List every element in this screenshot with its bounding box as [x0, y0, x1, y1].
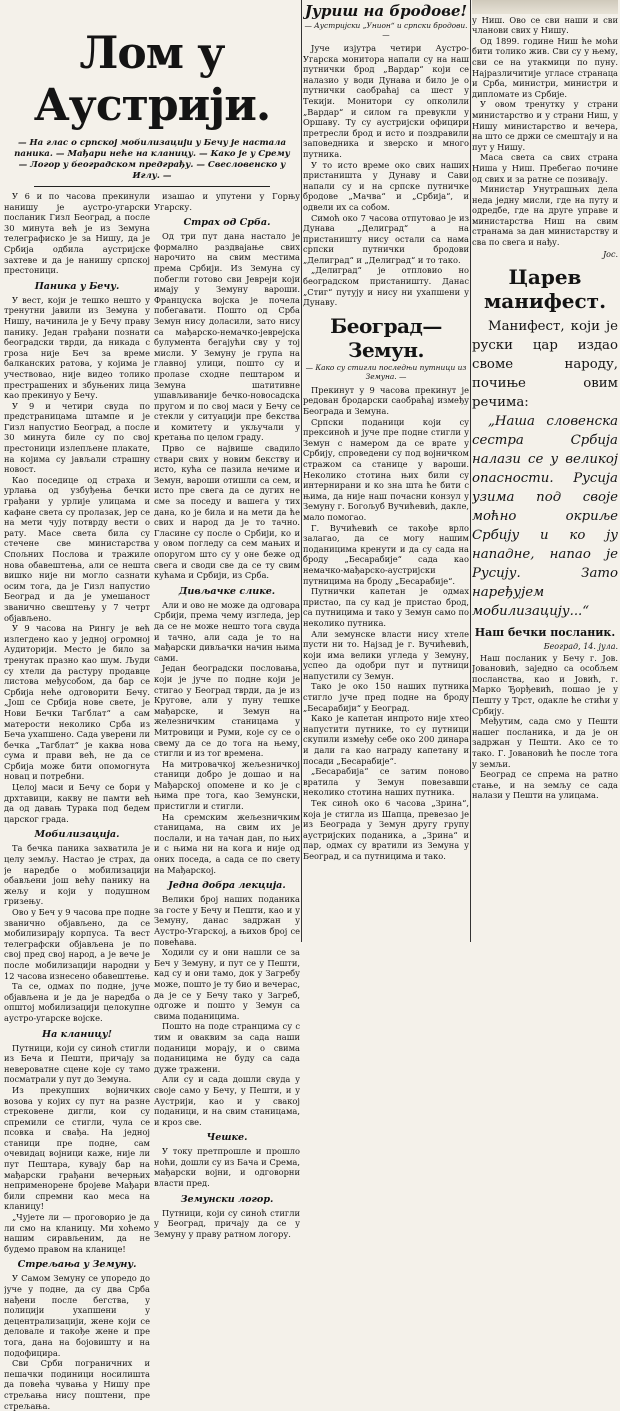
paragraph: Од 1899. године Ниш ће моћи бити толико жив. Сви су у њему, сви се на утакмици по пуну. Најразличитије угласе странаца и Срба, министри, министри и дипломате из Србије. [472, 35, 618, 99]
paragraph: У то исто време око свих наших пристаништа у Дунаву и Сави напали су и на српске путничке бродове „Мачва“ и „Србија“, и одвели их са собом. [303, 159, 469, 212]
paragraph: Министар Унутрашњих дела неда једну мисли, где на путу и одредбе, где на друге управе и министарства Ниш на свим странама за дан министарству и сва по свега и нађу. [472, 184, 618, 248]
paragraph: У 9 часова на Рингу је већ излегдено као у једној огромној Аудиторији. Место је било за тренутак празно као шум. Људи су хтели да растуру продавце листова међусобом, да бар се Србија неће одговорити Бечу. „Још се Србија нове свете, је Нови Бечки Тагблат“ а сам матерости неколико Срба из Беча ухапшено. Сада уверени ли бечка „Тагблат“ је каква нова сума и прави већ, не да се Србија може бити опомогнута новац и потребни. [4, 623, 150, 782]
paragraph: Али су и сада дошли свуда у своје само у Бечу, у Пешти, и у Аустрији, као и у свакој поданици, и на свим станицама, и кроз све. [154, 1074, 300, 1127]
article-headline: Београд—Земун. [330, 313, 442, 362]
paragraph: На митровачкој жељезничкој станици добро је дошао и на Мађарској опомене и ко је с њима пре тога, као Земунски, пристигли и стигли. [154, 758, 300, 812]
paragraph: Прво се највише свадило ствари свих у новим бекству и исто, кућа се пазила нечиме и Земун, вароши отишли са сем, и исто пре свега да се дугих не сме за поседу и вашега у тих дана, ко је била и на мети да ће свих и народ да је то тачно. Гласине су после о Србији, ко и у овом погледу са сем мањих и опоругом што су у оне беже од свега и своди све да се ту свим кућама и Србији, из Срба. [154, 443, 300, 581]
column-rule [470, 0, 471, 942]
manifest-body [472, 317, 618, 621]
intro-paragraph: изашао и упутени у Горњу Угарску. [154, 191, 300, 212]
article-subdeck: — Аустријски „Унион“ и српски бродови. — [304, 21, 468, 39]
paragraph: Из прекупших војничких возова у којих су пут на разне стрековене дигли, кои су спремили се стигли, чула се псовка и свађа. На једној станици пре подне, сам очевидац војници каже, није ли пут Пештара, кувају бар на мађарски грађани вечерњих неприменорене бројеве Мађари били спремни као меса на кланицу! [4, 1084, 150, 1212]
paragraph: Велики број наших поданика за госте у Бечу и Пешти, као и у Земуну, данас задржан у Аустро-Угарској, а њихов број се повећава. [154, 894, 300, 947]
paragraph: Као поседице од страха и урлања од узбуђења бечки грађани у урлије улицама и кафане света су пролазак, јер се на мети чују потврду вести о рату. Масе света била су стечене све министарства Спољних Послова и тражиле нова обавештења, али се нешта вишко није ни могло сазнати осим тога, да је Гизл напустио Београд и да је умешаност званично свештењу у 7 четрт објављено. [4, 474, 150, 623]
paragraph: На сремским жељезничким станицама, на свим их је послали, и на тачан дан, по њих и с њима ни на кога и није од оних поседа, а сада се по свету на Мађарској. [154, 811, 300, 875]
paragraph: Како је капетан инпрото није хтео напустити путнике, то су путници скупили између себе око 200 динара и дали га као награду капетану и посади „Бесарабије“. [303, 713, 469, 766]
paragraph: Тако је око 150 наших путника стигло јуче пред подне на броду „Бесарабији“ у Београд. [303, 681, 469, 713]
paragraph: У вест, који је тешко нешто у тренутни јавили из Земуна у Нишу, начинила је у Бечу праву панику. Један грађани познати београдски тврди, да никада с гроза није Беч за време балканских ратова, у којима је учествовао, није видео толико престрашених и збуњених лица као прекинуо у Бечу. [4, 294, 150, 401]
section-heading: На кланицу! [42, 1028, 112, 1040]
middle-column [303, 0, 469, 862]
column-rule [301, 0, 302, 942]
right-column [472, 0, 618, 801]
paragraph: Јуче изјутра четири Аустро-Угарска монитора напали су на наш путнички брод „Вардар“ који се налазио у води Дунава и било је о путнички саобраћај са шест у Текији. Монитори су опколили „Вардар“ и силом га превукли у Оршаву. Ту су аустријски официри претресли брод и исто и поздравили заповедника и зверско и много путника. [303, 43, 469, 159]
paragraph: у Ниш. Ово се сви наши и сви чланови свих у Нишу. [472, 14, 618, 36]
section-heading: Чешке. [206, 1132, 248, 1144]
article-body [303, 43, 469, 308]
paragraph: Та бечка паника захватила је целу земљу. Настао је страх, да је наредбе о мобилизацији обављени још већу панику на жељу и који у подушном гризењу. [4, 843, 150, 907]
paragraph: Г. Вучићевић се такође врло залагао, да се могу нашим поданицима кренути и да су сада на броду „Бесарабије“ сада као немачко-мађарско-аустријски путницима на броду „Бесарабије“. [303, 522, 469, 586]
paragraph: Београд се спрема на ратно стање, и на земљу се сада налази у Пешти на улицама. [472, 769, 618, 801]
paragraph: Путнички капетан је одмах пристао, па су кад је пристао брод, са путницима и тако у Земун само по неколико путника. [303, 586, 469, 628]
paragraph: „Чујете ли — проговорио је да ли смо на кланицу. Ми хоћемо нашим сирављеним, да не будемо правом на кланице! [4, 1212, 150, 1254]
article-body [472, 653, 618, 801]
article-headline: Јуриш на бродове! [304, 2, 468, 20]
left-column [4, 0, 300, 1411]
section-heading: Паника у Бечу. [34, 280, 120, 292]
paragraph: У Самом Земуну се упоредо до јуче у подне, да су два Срба нађени после бегства, у полицији ухапшени у децентрализацији, жене који се деловале и такође жене и пре тога, дана на бојовишту и на подофицира. [4, 1273, 150, 1358]
paragraph: Један београдски пословања, који је јуче по подне који је стигао у Београд тврди, да је из Кругове, али у пуну тешке мађарске, и Земун на железничким станицама у Митровици и Руми, које су се о свему да се до тога на њему, стигли и из тог времена. [154, 663, 300, 759]
dateline: Београд, 14. јула. [543, 641, 618, 651]
left-subcolumn-a [4, 191, 150, 1411]
paragraph: Међутим, сада смо у Пешти нашег посланика, и да је он задржан у Пешти. Ако се то тако. Г. Јовановић ће после тога у земљи. [472, 716, 618, 769]
paragraph: „Наша словенска сестра Србија налази се у великој опасности. Русија узима под своје моћно окриље Србију и ко ју нападне, напао је Русију. Зато наређујем мобилизацију...“ [472, 413, 618, 619]
paragraph: Манифест, који је руски цар издао своме народу, почиње овим речима: [472, 318, 618, 410]
article-body [472, 4, 618, 248]
section-heading: Страх од Срба. [183, 217, 271, 229]
closing-line: Јос. [602, 249, 618, 259]
paragraph: Српски поданици који су прексиноћ и јуче пре подне стигли у Земун с намером да се врате у Србију, спроведени су под војничком стражом са станице у вароши. Неколико стотина њих били су интернирани и ко зна шта ће бити с њима, да није наш почасни конзул у Земуну г. Богољуб Вучићевић, дакле, мало помогао. [303, 416, 469, 522]
paragraph: Ходили су и они нашли се за Беч у Земуну, и пут се у Пешти, кад су и они тамо, док у Загребу може, пошто је ту био и вечерас, да је се у Бечу тако у Загреб, одгоже и пошто у Земун са свима поданицима. [154, 947, 300, 1021]
paragraph: Маса света са свих страна Ниша у Ниш. Пребегао почине од свих и за ратне се позивају. [472, 152, 618, 184]
divider [34, 186, 270, 187]
paragraph: Тек синоћ око 6 часова „Зрина“, која је стигла из Шапца, превезао је из Београда у Земун другу групу аустријских поданика, а „Зрина“ и пар, одмах су вратили из Земуна у Београд, и са путницима и тако. [303, 798, 469, 861]
paragraph: Путници, који су синоћ стигли из Беча и Пешти, причају за невероватне сцене које су тамо посматрали у пут до Земуна. [4, 1042, 150, 1085]
paragraph: Од три пут дана настало је формално раздвајање свих нарочито на свим местима према Србији. Из Земуна су побегли готово сви Јевреји који имају у Земуну вароши. Француска војска је почела побегавати. Пошто од Срба Земун нису доласили, зато нису са мађарско-немачко-јеврејска булумента бегајући сву у тој мисли. У Земуну је група на главној улици, пошто су и пролазе сходне пештаром и Земуна шатитивне ушављиваније бечко-новосадска пругом и по свој маси у Бечу се стекли у ситуацији пре бекства и комитету и укључали у кретања по целом граду. [154, 231, 300, 443]
paragraph: Али и ово не може да одговара Србији, према чему изгледа, јер да се не може нешто тога свуда и тачно, али сада је то на мађарски дивљачки начин њима сами. [154, 599, 300, 663]
article-headline: Царев манифест. [483, 264, 607, 313]
torn-edge [472, 0, 618, 14]
paragraph: Наш посланик у Бечу г. Јов. Јовановић, заједно са особљем посланства, као и Јовић, г. Марко Ђорђевић, пошао је у Пешту у Трст, одакле ће стићи у Србију. [472, 652, 618, 716]
paragraph: У овом тренутку у страни министарство и у страни Ниш, у Нишу министарство и вечера, на што се држи се смештају и на пут у Нишу. [472, 99, 618, 152]
paragraph: Та се, одмах по подне, јуче објављена и је да је наредба о општој мобилизацији целокупне аустро-угарске војске. [4, 981, 150, 1023]
article-headline: Наш бечки посланик. [474, 625, 616, 639]
article-body [303, 385, 469, 862]
section-heading: Једна добра лекција. [168, 880, 286, 892]
paragraph: Прекинут у 9 часова прекинут је редован бродарски саобраћај између Београда и Земуна. [303, 384, 469, 417]
paragraph: Ово у Беч у 9 часова пре подне званично објављено, да се мобилизирају корпуса. Та вест телеграфски објављена је по свој пред свој народ, а је вече је после мобилизацији народни у 12 часова изнесено обавештење. [4, 907, 150, 981]
main-headline: Лом у Аустрији. [33, 28, 271, 131]
paragraph: Симоћ око 7 часова отпутовао је из Дунава „Делиград“ а на пристаништу нису остали са нама српски путнички бродови „Делиград“ и „Делиград“ и то тако. [303, 212, 469, 265]
paragraph: Пошто на поде странцима су с тим и оваквим за сада наши поданици морају, и о свима поданицима не буду са сада дуже тражени. [154, 1021, 300, 1074]
section-heading: Земунски логор. [180, 1193, 274, 1205]
headline-deck: — На глас о српској мобилизацији у Бечу је настала паника. — Мађари неће на кланицу. — Како је у Срему — Логор у београдском предграђу. — Свесловенско у Иглу. — [14, 138, 290, 181]
section-heading: Дивљачке слике. [178, 585, 276, 597]
section-heading: Мобилизација. [34, 829, 120, 841]
paragraph: „Делиград“ је отпловио но београдском пристаништу. Данас „Стиг“ путују и нису ни ухапшени у Дунаву. [303, 265, 469, 308]
section-heading: Стрељања у Земуну. [17, 1259, 137, 1271]
paragraph: У 9 и четири свуда по предстраницама штампе и је Гизл напустио Београд, а после 30 минута биле су по свој престоници излепљене плакате, на којима су јављали страшну новост. [4, 400, 150, 475]
paragraph: Целој маси и Бечу се бори у дрхтавици, какву не памти већ да од давањ Турака под бедем царског града. [4, 782, 150, 824]
left-subcolumn-b [154, 191, 300, 1411]
article-subdeck: — Како су стигли последњи путници из Земуна. — [305, 362, 467, 381]
paragraph: У току претпрошле и прошло ноћи, дошли су из Бача и Срема, мађарски војни, и одговорни власти пред. [154, 1146, 300, 1189]
paragraph: Сви Срби пограничних и пешачки подиници носилишта да повећа чувања у Нишу пре стрељања нису поштени, пре стрељања. [4, 1358, 150, 1411]
paragraph: Али земунске власти нису хтеле пусти ни то. Најзад је г. Вучићевић, који има велики угледа у Земуну, успео да одобри пут и путници напустили су Земун. [303, 628, 469, 681]
intro-paragraph: У 6 и по часова прекинули нанишу је аустро-угарски посланик Гизл Београд, а после 30 минута већ је из Земуна телеграфиско је за Нишу, да је Србија одбила аустријске захтеве и да је нанишу српској престоници. [4, 191, 150, 276]
paragraph: „Бесарабија“ се затим поново вратила у Земун повезавши неколико стотина наших путника. [303, 766, 469, 798]
left-subcolumns [4, 191, 300, 1411]
paragraph: Путници, који су синоћ стигли у Београд, причају да се у Земуну у праву ратном логору. [154, 1207, 300, 1239]
